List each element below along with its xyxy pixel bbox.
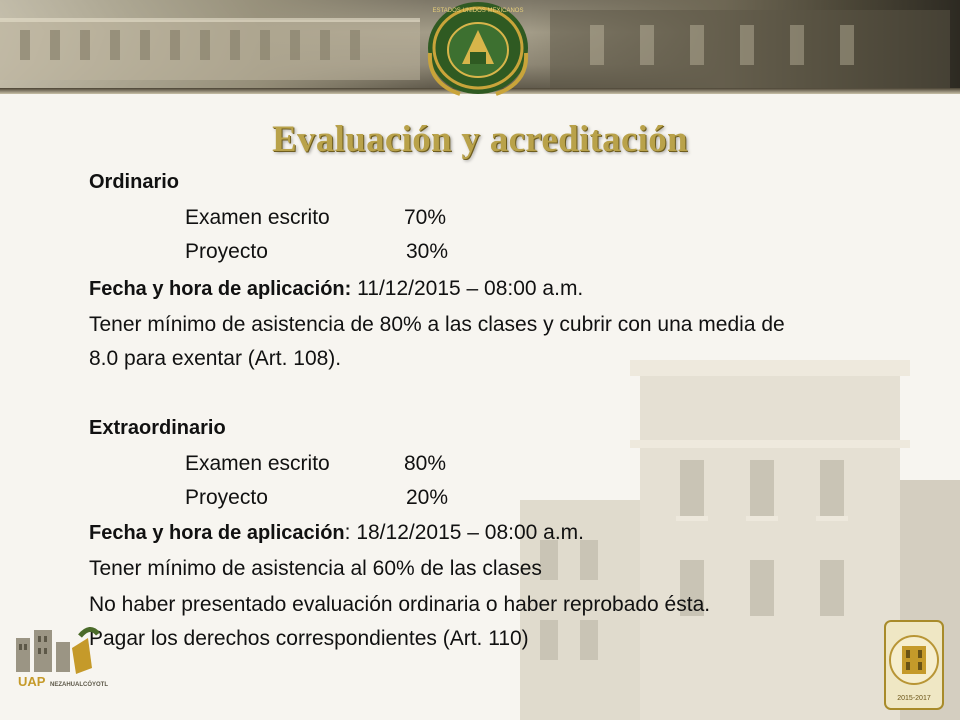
slide-title: Evaluación y acreditación [272, 119, 688, 160]
extraordinario-item-label: Proyecto [185, 486, 268, 509]
ordinario-fecha-label: Fecha y hora de aplicación: [89, 278, 352, 300]
ordinario-fecha-value: 11/12/2015 – 08:00 a.m. [351, 277, 584, 300]
ordinario-fecha [89, 278, 583, 299]
extraordinario-heading: Extraordinario [89, 417, 226, 439]
ordinario-note-line1: Tener mínimo de asistencia de 80% a las clases y cubrir con una media de [89, 313, 785, 336]
anniversary-seal-logo [884, 620, 944, 710]
ordinario-note-line2: 8.0 para exentar (Art. 108). [89, 347, 342, 370]
svg-text:ESTADOS UNIDOS MEXICANOS: ESTADOS UNIDOS MEXICANOS [432, 8, 524, 14]
extraordinario-note: Pagar los derechos correspondientes (Art. 110) [89, 627, 529, 650]
extraordinario-fecha [89, 522, 584, 543]
extraordinario-item-value: 20% [406, 486, 449, 509]
ordinario-heading: Ordinario [89, 171, 180, 193]
extraordinario-item-label: Examen escrito [185, 452, 330, 475]
extraordinario-fecha-label: Fecha y hora de aplicación [89, 522, 345, 544]
svg-text:2015-2017: 2015-2017 [897, 695, 931, 702]
ordinario-item-label: Examen escrito [185, 206, 330, 229]
ordinario-item-label: Proyecto [185, 240, 268, 263]
ordinario-item-value: 70% [404, 206, 447, 229]
header-building-left [0, 0, 430, 92]
crest-logo [420, 0, 536, 98]
svg-text:UAP: UAP [18, 674, 46, 689]
extraordinario-fecha-value: : 18/12/2015 – 08:00 a.m. [344, 521, 585, 544]
ordinario-item-value: 30% [406, 240, 449, 263]
extraordinario-note: Tener mínimo de asistencia al 60% de las clases [89, 557, 542, 580]
extraordinario-note: No haber presentado evaluación ordinaria o haber reprobado ésta. [89, 593, 711, 616]
header-building-right [530, 0, 960, 92]
svg-text:NEZAHUALCÓYOTL: NEZAHUALCÓYOTL [50, 682, 108, 688]
extraordinario-item-value: 80% [404, 452, 447, 475]
uap-logo [6, 618, 126, 692]
